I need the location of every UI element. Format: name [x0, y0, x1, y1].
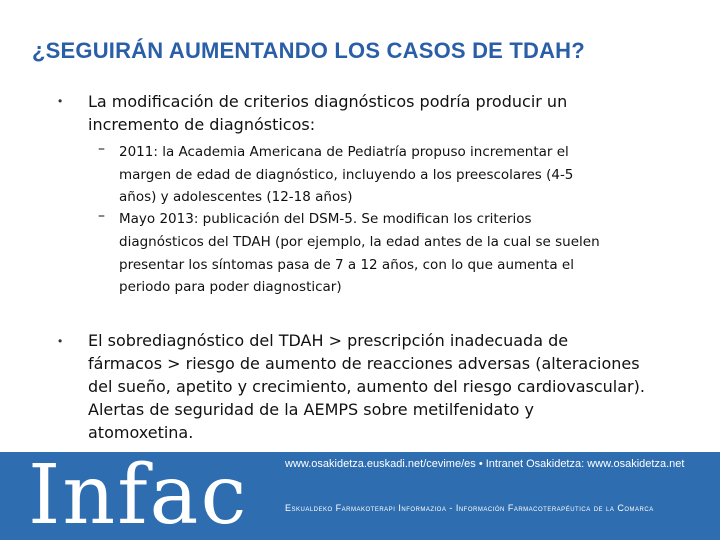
bullet-2-line-4: Alertas de seguridad de la AEMPS sobre metilfenidato y	[88, 400, 534, 419]
sub-2-line-4: periodo para poder diagnosticar)	[119, 279, 342, 295]
bullet-marker: •	[58, 334, 63, 348]
footer-subtitle: Eskualdeko Farmakoterapi Informazioa - Información Farmacoterapéutica de la Comarca	[285, 503, 654, 513]
sub-2-line-3: presentar los síntomas pasa de 7 a 12 años, con lo que aumenta el	[119, 257, 574, 273]
footer-urls: www.osakidetza.euskadi.net/cevime/es • Intranet Osakidetza: www.osakidetza.net	[285, 458, 685, 470]
bullet-2-line-3: del sueño, apetito y crecimiento, aumento del riesgo cardiovascular).	[88, 377, 645, 396]
bullet-2-line-5: atomoxetina.	[88, 423, 194, 442]
sub-2-line-2: diagnósticos del TDAH (por ejemplo, la edad antes de la cual se suelen	[119, 234, 600, 250]
bullet-2-line-1: El sobrediagnóstico del TDAH > prescripción inadecuada de	[88, 331, 569, 350]
sub-1-line-3: años) y adolescentes (12-18 años)	[119, 189, 353, 205]
bullet-marker: •	[58, 94, 63, 108]
bullet-1-line-2: incremento de diagnósticos:	[88, 115, 316, 134]
bullet-1-line-1: La modificación de criterios diagnósticos podría producir un	[88, 92, 568, 111]
sub-2-dash: –	[98, 208, 105, 224]
sub-1-line-1: 2011: la Academia Americana de Pediatría propuso incrementar el	[119, 144, 569, 160]
sub-1-line-2: margen de edad de diagnóstico, incluyendo a los preescolares (4-5	[119, 167, 574, 183]
sub-1-dash: –	[98, 141, 105, 157]
slide-title: ¿SEGUIRÁN AUMENTANDO LOS CASOS DE TDAH?	[32, 38, 585, 63]
bullet-2-line-2: fármacos > riesgo de aumento de reacciones adversas (alteraciones	[88, 354, 640, 373]
sub-2-line-1: Mayo 2013: publicación del DSM-5. Se modifican los criterios	[119, 211, 532, 227]
infac-logo: Infac	[28, 448, 249, 543]
